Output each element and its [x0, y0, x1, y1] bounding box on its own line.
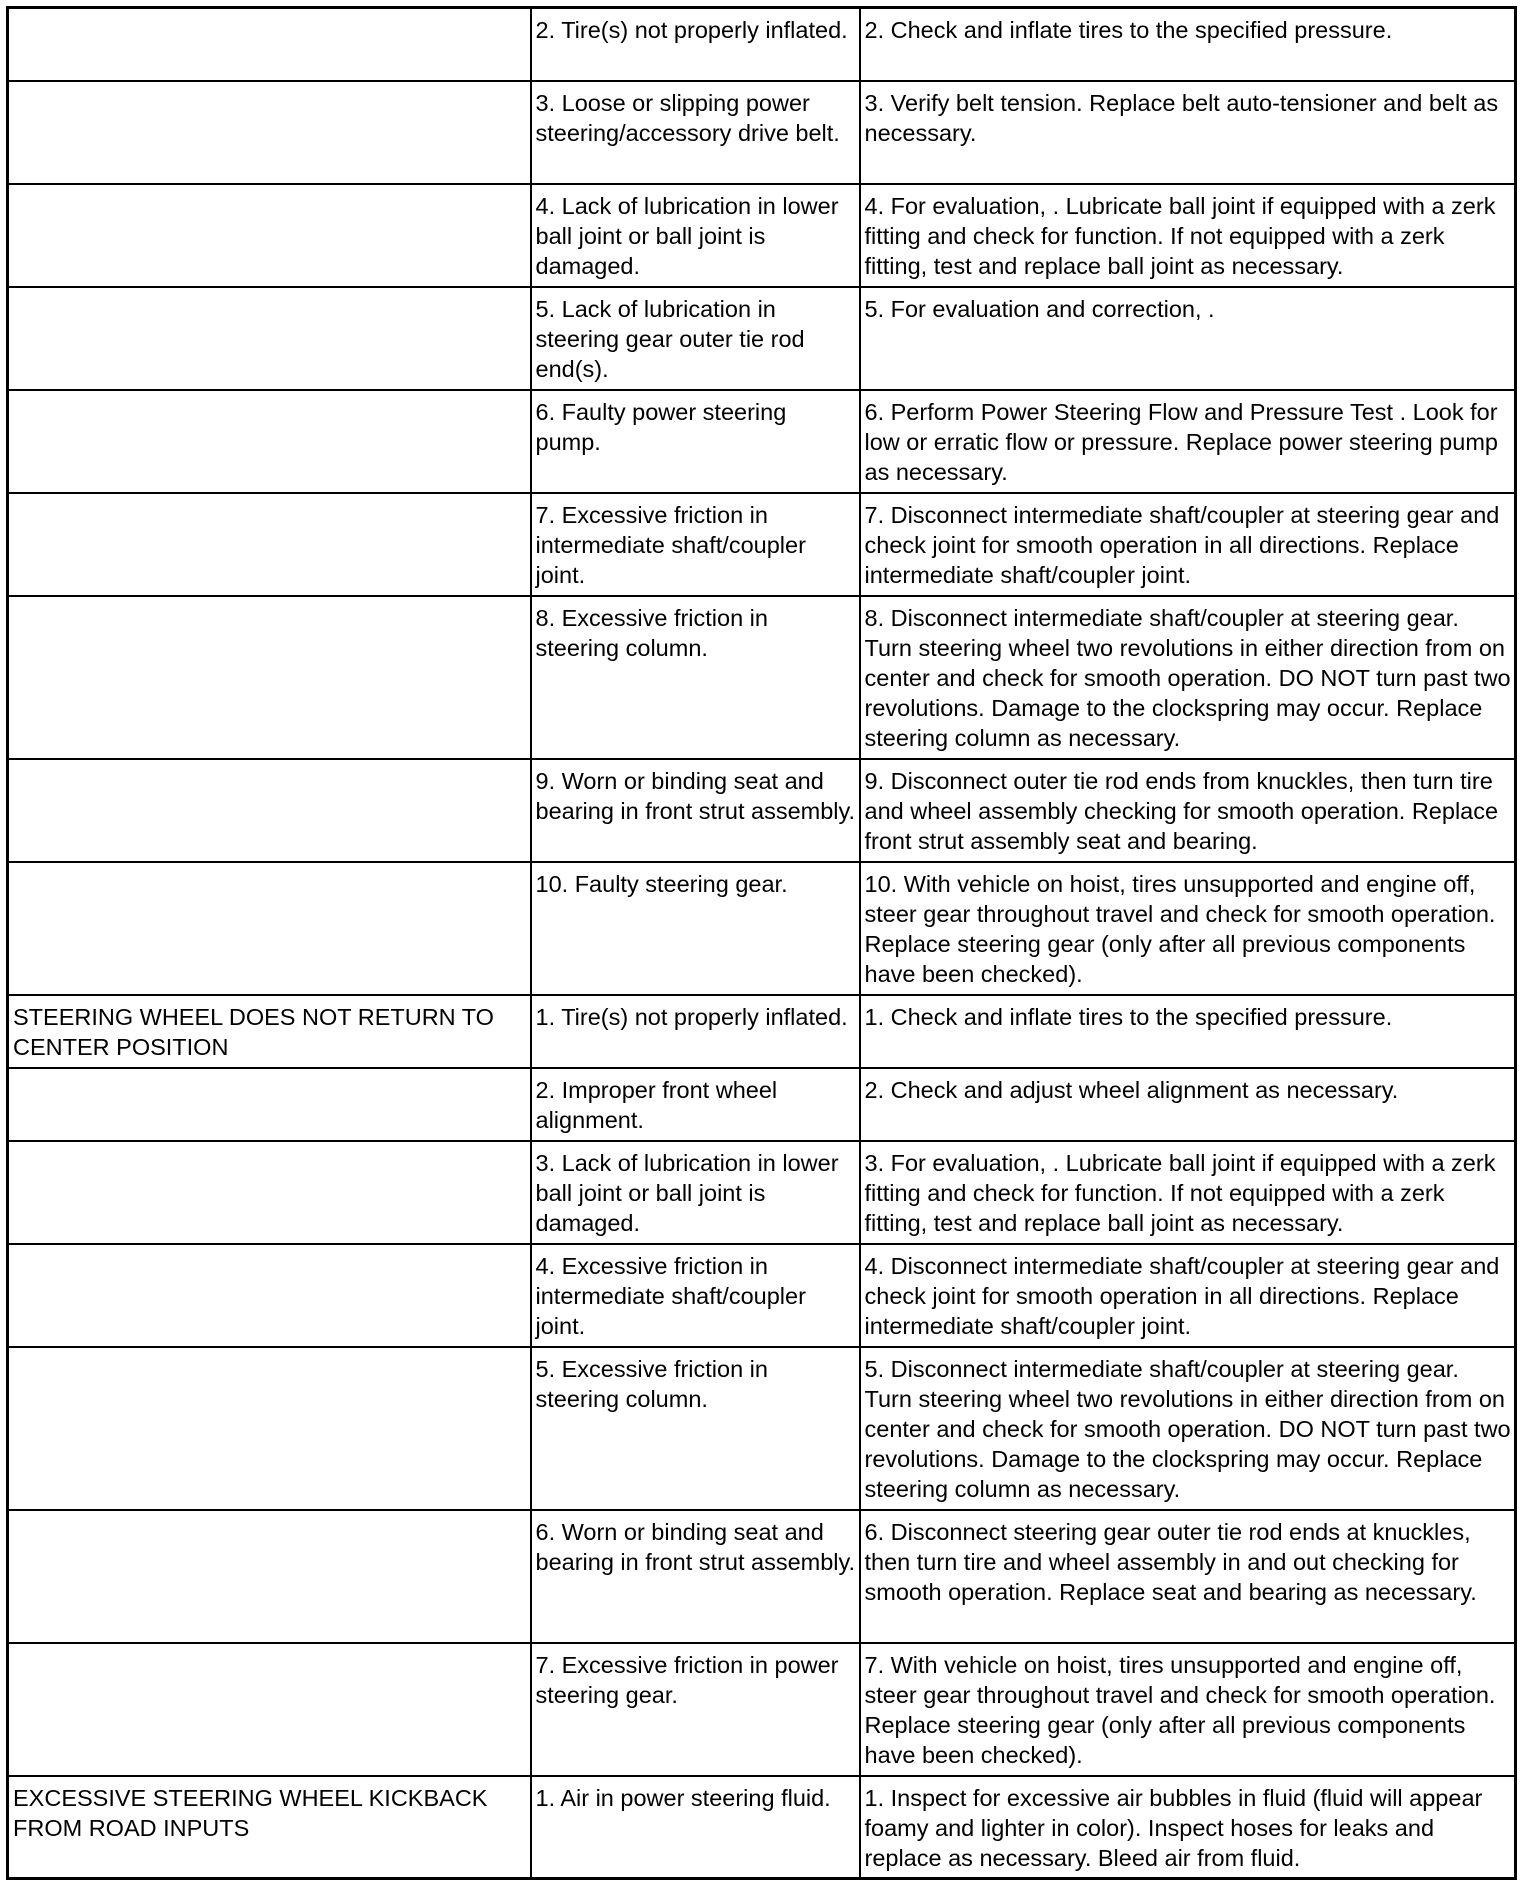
action-cell: 10. With vehicle on hoist, tires unsupported and engine off, steer gear throughout travel and check for smooth operation. Replace steering gear (only after all previous components have been checked). [860, 862, 1516, 995]
action-cell: 5. For evaluation and correction, . [860, 287, 1516, 390]
cause-cell: 2. Improper front wheel alignment. [531, 1068, 860, 1141]
action-cell: 6. Disconnect steering gear outer tie rod ends at knuckles, then turn tire and wheel assembly in and out checking for smooth operation. Replace seat and bearing as necessary. [860, 1510, 1516, 1643]
symptom-cell [8, 1244, 531, 1347]
cause-cell: 4. Excessive friction in intermediate shaft/coupler joint. [531, 1244, 860, 1347]
table-row [8, 1068, 1516, 1141]
table-row [8, 1244, 1516, 1347]
action-cell: 5. Disconnect intermediate shaft/coupler at steering gear. Turn steering wheel two revolutions in either direction from on center and check for smooth operation. DO NOT turn past two revolutions. Damage to the clockspring may occur. Replace steering column as necessary. [860, 1347, 1516, 1510]
action-cell: 4. For evaluation, . Lubricate ball joint if equipped with a zerk fitting and check for function. If not equipped with a zerk fitting, test and replace ball joint as necessary. [860, 184, 1516, 287]
cause-cell: 7. Excessive friction in intermediate shaft/coupler joint. [531, 493, 860, 596]
cause-cell: 7. Excessive friction in power steering gear. [531, 1643, 860, 1776]
action-cell: 9. Disconnect outer tie rod ends from knuckles, then turn tire and wheel assembly checking for smooth operation. Replace front strut assembly seat and bearing. [860, 759, 1516, 862]
cause-cell: 10. Faulty steering gear. [531, 862, 860, 995]
cause-cell: 8. Excessive friction in steering column. [531, 596, 860, 759]
action-cell: 1. Check and inflate tires to the specified pressure. [860, 995, 1516, 1068]
action-cell: 4. Disconnect intermediate shaft/coupler at steering gear and check joint for smooth operation in all directions. Replace intermediate shaft/coupler joint. [860, 1244, 1516, 1347]
table-row [8, 1776, 1516, 1879]
symptom-cell [8, 1347, 531, 1510]
table-row [8, 596, 1516, 759]
action-cell: 2. Check and inflate tires to the specified pressure. [860, 8, 1516, 81]
cause-cell: 9. Worn or binding seat and bearing in front strut assembly. [531, 759, 860, 862]
action-cell: 8. Disconnect intermediate shaft/coupler at steering gear. Turn steering wheel two revolutions in either direction from on center and check for smooth operation. DO NOT turn past two revolutions. Damage to the clockspring may occur. Replace steering column as necessary. [860, 596, 1516, 759]
table-row [8, 287, 1516, 390]
symptom-cell [8, 759, 531, 862]
table-row [8, 493, 1516, 596]
symptom-cell [8, 493, 531, 596]
cause-cell: 3. Loose or slipping power steering/accessory drive belt. [531, 81, 860, 184]
symptom-cell [8, 287, 531, 390]
cause-cell: 6. Worn or binding seat and bearing in front strut assembly. [531, 1510, 860, 1643]
cause-cell: 2. Tire(s) not properly inflated. [531, 8, 860, 81]
action-cell: 2. Check and adjust wheel alignment as necessary. [860, 1068, 1516, 1141]
symptom-cell [8, 1510, 531, 1643]
action-cell: 6. Perform Power Steering Flow and Pressure Test . Look for low or erratic flow or pressure. Replace power steering pump as necessary. [860, 390, 1516, 493]
table-row [8, 1643, 1516, 1776]
table-row [8, 1510, 1516, 1643]
symptom-cell: STEERING WHEEL DOES NOT RETURN TO CENTER POSITION [8, 995, 531, 1068]
table-row [8, 862, 1516, 995]
action-cell: 1. Inspect for excessive air bubbles in fluid (fluid will appear foamy and lighter in color). Inspect hoses for leaks and replace as necessary. Bleed air from fluid. [860, 1776, 1516, 1879]
cause-cell: 4. Lack of lubrication in lower ball joint or ball joint is damaged. [531, 184, 860, 287]
diagnostic-table [6, 6, 1517, 1880]
symptom-cell: EXCESSIVE STEERING WHEEL KICKBACK FROM ROAD INPUTS [8, 1776, 531, 1879]
symptom-cell [8, 184, 531, 287]
cause-cell: 1. Air in power steering fluid. [531, 1776, 860, 1879]
table-row [8, 759, 1516, 862]
symptom-cell [8, 1643, 531, 1776]
action-cell: 3. For evaluation, . Lubricate ball joint if equipped with a zerk fitting and check for function. If not equipped with a zerk fitting, test and replace ball joint as necessary. [860, 1141, 1516, 1244]
action-cell: 7. With vehicle on hoist, tires unsupported and engine off, steer gear throughout travel and check for smooth operation. Replace steering gear (only after all previous components have been checked). [860, 1643, 1516, 1776]
table-row [8, 1347, 1516, 1510]
symptom-cell [8, 81, 531, 184]
symptom-cell [8, 390, 531, 493]
symptom-cell [8, 8, 531, 81]
symptom-cell [8, 596, 531, 759]
cause-cell: 5. Lack of lubrication in steering gear outer tie rod end(s). [531, 287, 860, 390]
cause-cell: 6. Faulty power steering pump. [531, 390, 860, 493]
symptom-cell [8, 862, 531, 995]
table-row [8, 1141, 1516, 1244]
action-cell: 7. Disconnect intermediate shaft/coupler at steering gear and check joint for smooth operation in all directions. Replace intermediate shaft/coupler joint. [860, 493, 1516, 596]
cause-cell: 1. Tire(s) not properly inflated. [531, 995, 860, 1068]
cause-cell: 5. Excessive friction in steering column. [531, 1347, 860, 1510]
table-row [8, 184, 1516, 287]
table-row [8, 8, 1516, 81]
table-row [8, 81, 1516, 184]
table-row [8, 390, 1516, 493]
table-row [8, 995, 1516, 1068]
symptom-cell [8, 1141, 531, 1244]
cause-cell: 3. Lack of lubrication in lower ball joint or ball joint is damaged. [531, 1141, 860, 1244]
symptom-cell [8, 1068, 531, 1141]
action-cell: 3. Verify belt tension. Replace belt auto-tensioner and belt as necessary. [860, 81, 1516, 184]
